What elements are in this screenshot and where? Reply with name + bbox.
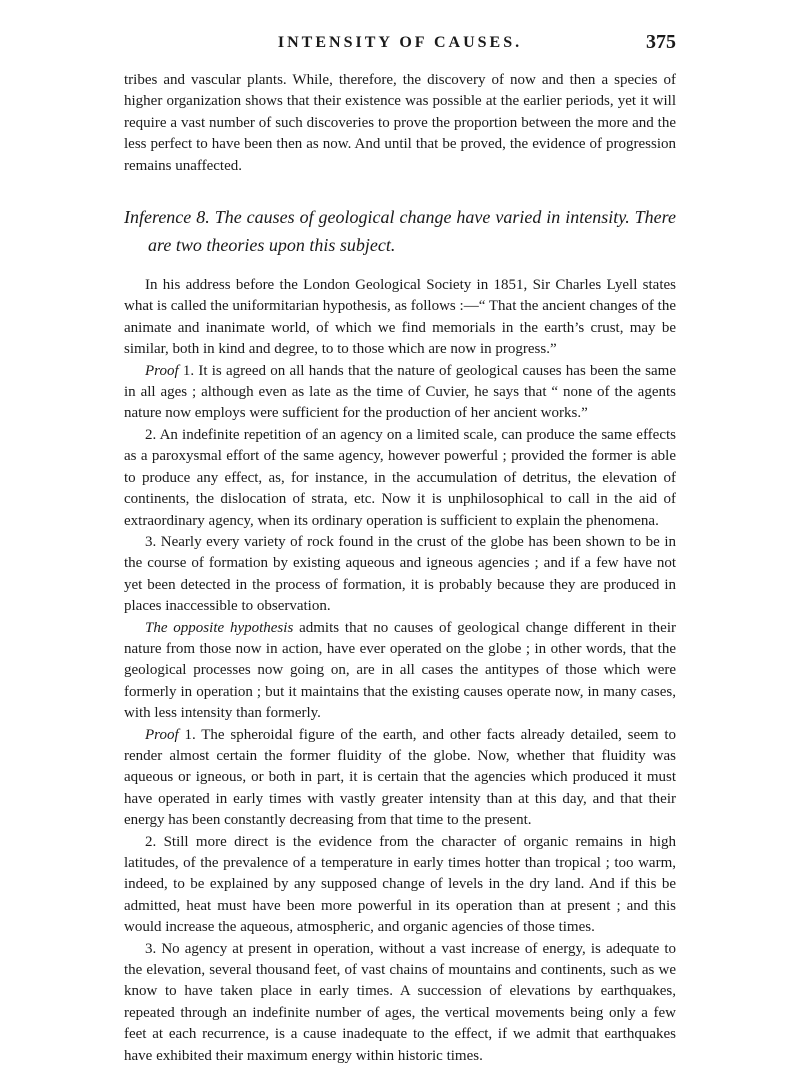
page-number: 375 — [646, 31, 676, 53]
paragraph-second-proof-1 — [124, 725, 676, 832]
paragraph-second-proof-3: 3. No agency at present in operation, without a vast increase of energy, is adequate to the elevation, several thousand feet, of vast chains of mountains and continents, such as we know to have taken place in early times. A succession of elevations by earthquakes, repeated through an indefinite number of ages, the vertical movements being only a few feet at each recurrence, is a cause inadequate to the effect, if we admit that earthquakes have exhibited their maximum energy within historic times. — [124, 940, 676, 1064]
proof-label: Proof — [145, 362, 179, 379]
paragraph-opposite-hypothesis — [124, 618, 676, 725]
running-head — [124, 31, 676, 56]
running-title: INTENSITY OF CAUSES. — [277, 34, 523, 51]
paragraph-proof-3: 3. Nearly every variety of rock found in the crust of the globe has been shown to be in the course of formation by existing aqueous and igneous agencies ; and if a few have not yet been detected in the process of formation, it is probably because they are produced in places inaccessible to observation. — [124, 533, 676, 615]
paragraph-second-proof-2: 2. Still more direct is the evidence from the character of organic remains in high latitudes, of the prevalence of a temperature in early times hotter than tropical ; too warm, indeed, to be explained by any supposed change of levels in the dry land. And if this be admitted, heat must have been more powerful in its operation than at present ; and this would increase the aqueous, atmospheric, and organic agencies of those times. — [124, 833, 676, 936]
paragraph-proof-1 — [124, 361, 676, 425]
second-proof-1-text: 1. The spheroidal figure of the earth, and other facts already detailed, seem to render almost certain the former fluidity of the globe. Now, whether that fluidity was aqueous or igneous, or both in part, it is certain that the agencies which produced it must have operated in early times with vastly greater intensity than at this day, and that their energy has been constantly decreasing from that time to the present. — [124, 726, 676, 829]
proof-1-text: 1. It is agreed on all hands that the nature of geological causes has been the same in all ages ; although even as late as the time of Cuvier, he says that “ none of the agents nature now employs were sufficient for the production of her ancient works.” — [124, 362, 676, 422]
paragraph-lyell-quote: In his address before the London Geological Society in 1851, Sir Charles Lyell states what is called the uniformitarian hypothesis, as follows :—“ That the ancient changes of the animate and inanimate world, of which we find memorials in the earth’s crust, may be similar, both in kind and degree, to to those which are now in progress.” — [124, 277, 676, 358]
opposite-hypothesis-text: admits that no causes of geological change different in their nature from those now in action, have ever operated on the globe ; in other words, that the geological processes now going on, are in all cases the antitypes of those which were formerly in operation ; but it maintains that the existing causes operate now, in many cases, with less intensity than formerly. — [124, 619, 676, 722]
opposite-hypothesis-label: The opposite hypothesis — [145, 619, 294, 636]
second-proof-label: Proof — [145, 726, 179, 743]
paragraph-proof-2: 2. An indefinite repetition of an agency on a limited scale, can produce the same effects as a paroxysmal effort of the same agency, however powerful ; provided the former is able to produce any effect, as, for instance, in the accumulation of detritus, the elevation of continents, the dislocation of strata, etc. Now it is unphilosophical to call in the aid of extraordinary agency, when its ordinary operation is sufficient to explain the phenomena. — [124, 426, 676, 529]
inference-heading: Inference 8. The causes of geological change have varied in intensity. There are two theories upon this subject. — [124, 207, 676, 256]
page-body — [124, 70, 676, 1067]
paragraph-continuation: tribes and vascular plants. While, therefore, the discovery of now and then a species of higher organization shows that their existence was possible at the earlier periods, yet it will require a vast number of such discoveries to prove the proportion between the more and the less perfect to have been then as now. And until that be proved, the evidence of progression remains unaffected. — [124, 72, 676, 174]
